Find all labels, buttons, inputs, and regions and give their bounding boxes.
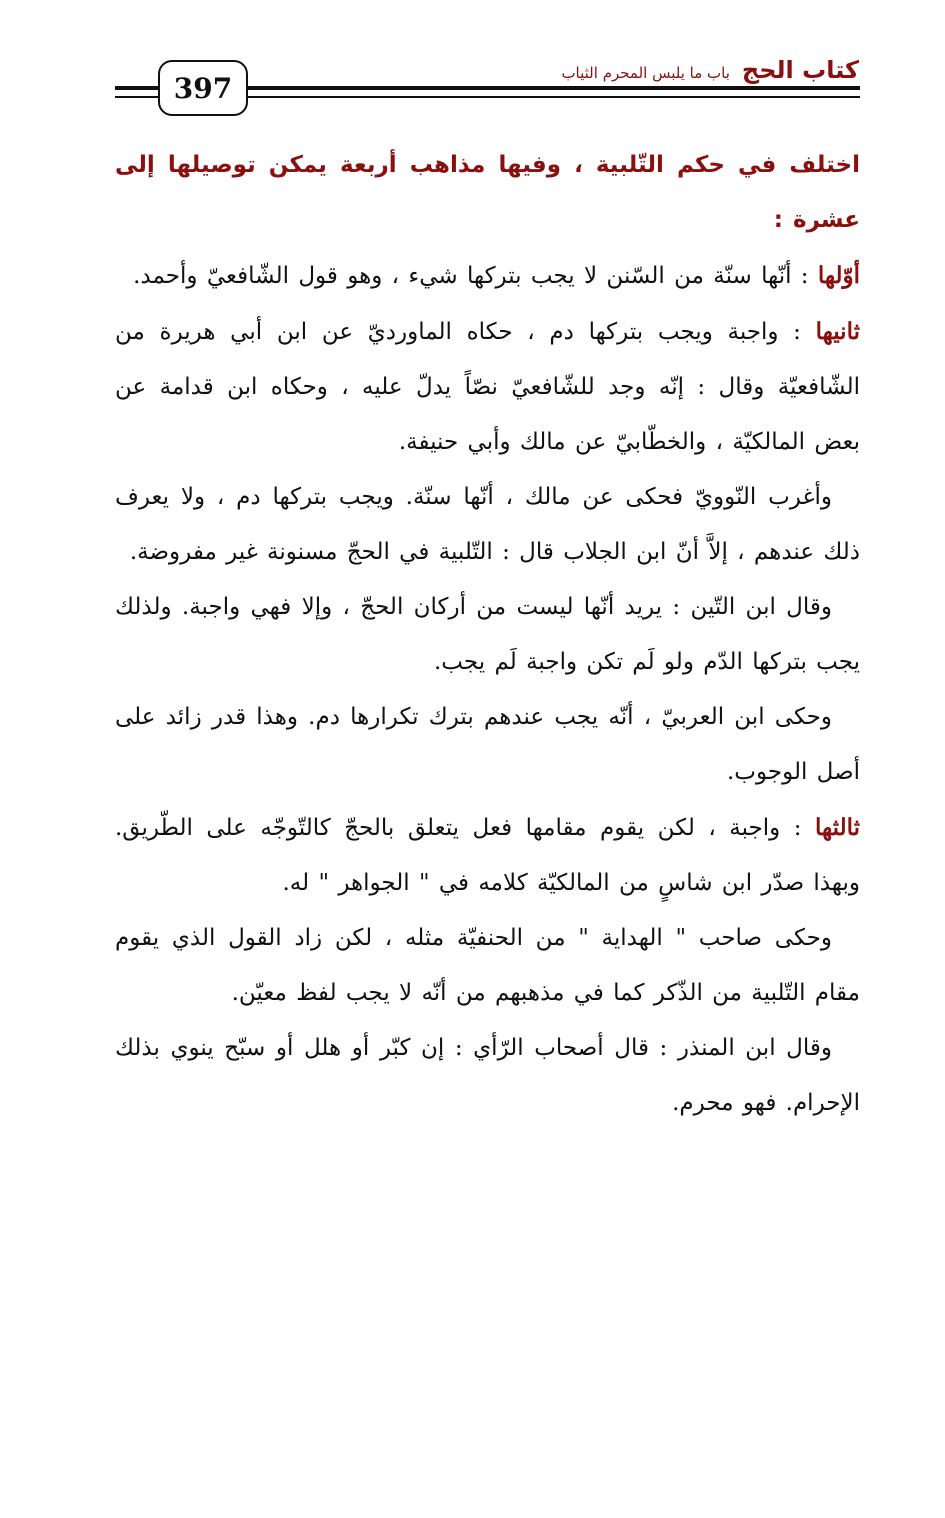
chapter-title: باب ما يلبس المحرم الثياب: [561, 64, 730, 82]
paragraph-ibn-alarabi: وحكى ابن العربيّ ، أنّه يجب عندهم بترك تكرارها دم. وهذا قدر زائد على أصل الوجوب.: [115, 704, 860, 785]
paragraph-hidaya: وحكى صاحب " الهداية " من الحنفيّة مثله ، لكن زاد القول الذي يقوم مقام التّلبية من الذّكر كما في مذهبهم من أنّه لا يجب لفظ معيّن.: [115, 925, 860, 1006]
label-second: ثانيها: [815, 318, 860, 345]
paragraph-text: : أنّها سنّة من السّنن لا يجب بتركها شيء ، وهو قول الشّافعيّ وأحمد.: [133, 263, 818, 289]
paragraph-text: : واجبة ، لكن يقوم مقامها فعل يتعلق بالحجّ كالتّوجّه على الطّريق. وبهذا صدّر ابن شاسٍ من المالكيّة كلامه في " الجواهر " له.: [115, 815, 860, 896]
running-head: [561, 56, 859, 84]
label-first: أوّلها: [817, 262, 860, 289]
paragraph-first-opinion: [115, 248, 860, 304]
page-body: [115, 138, 860, 1131]
page-number: 397: [158, 60, 248, 116]
paragraph-nawawi: وأغرب النّوويّ فحكى عن مالك ، أنّها سنّة. ويجب بتركها دم ، ولا يعرف ذلك عندهم ، إلاَّ أنّ ابن الجلاب قال : التّلبية في الحجّ مسنونة غير مفروضة.: [115, 484, 860, 565]
label-third: ثالثها: [815, 814, 860, 841]
paragraph-second-opinion: [115, 304, 860, 470]
intro-heading: اختلف في حكم التّلبية ، وفيها مذاهب أربعة يمكن توصيلها إلى عشرة :: [115, 152, 860, 233]
paragraph-ibn-almundhir: وقال ابن المنذر : قال أصحاب الرّأي : إن كبّر أو هلل أو سبّح ينوي بذلك الإحرام. فهو محرم.: [115, 1035, 860, 1116]
paragraph-third-opinion: [115, 800, 860, 911]
page-header: [0, 0, 945, 130]
book-title: كتاب الحج: [741, 56, 859, 84]
paragraph-ibn-altin: وقال ابن التّين : يريد أنّها ليست من أركان الحجّ ، وإلا فهي واجبة. ولذلك يجب بتركها الدّم ولو لَم تكن واجبة لَم يجب.: [115, 594, 860, 675]
paragraph-text: : واجبة ويجب بتركها دم ، حكاه الماورديّ عن ابن أبي هريرة من الشّافعيّة وقال : إنّه وجد للشّافعيّ نصّاً يدلّ عليه ، وحكاه ابن قدامة عن بعض المالكيّة ، والخطّابيّ عن مالك وأبي حنيفة.: [115, 319, 860, 455]
